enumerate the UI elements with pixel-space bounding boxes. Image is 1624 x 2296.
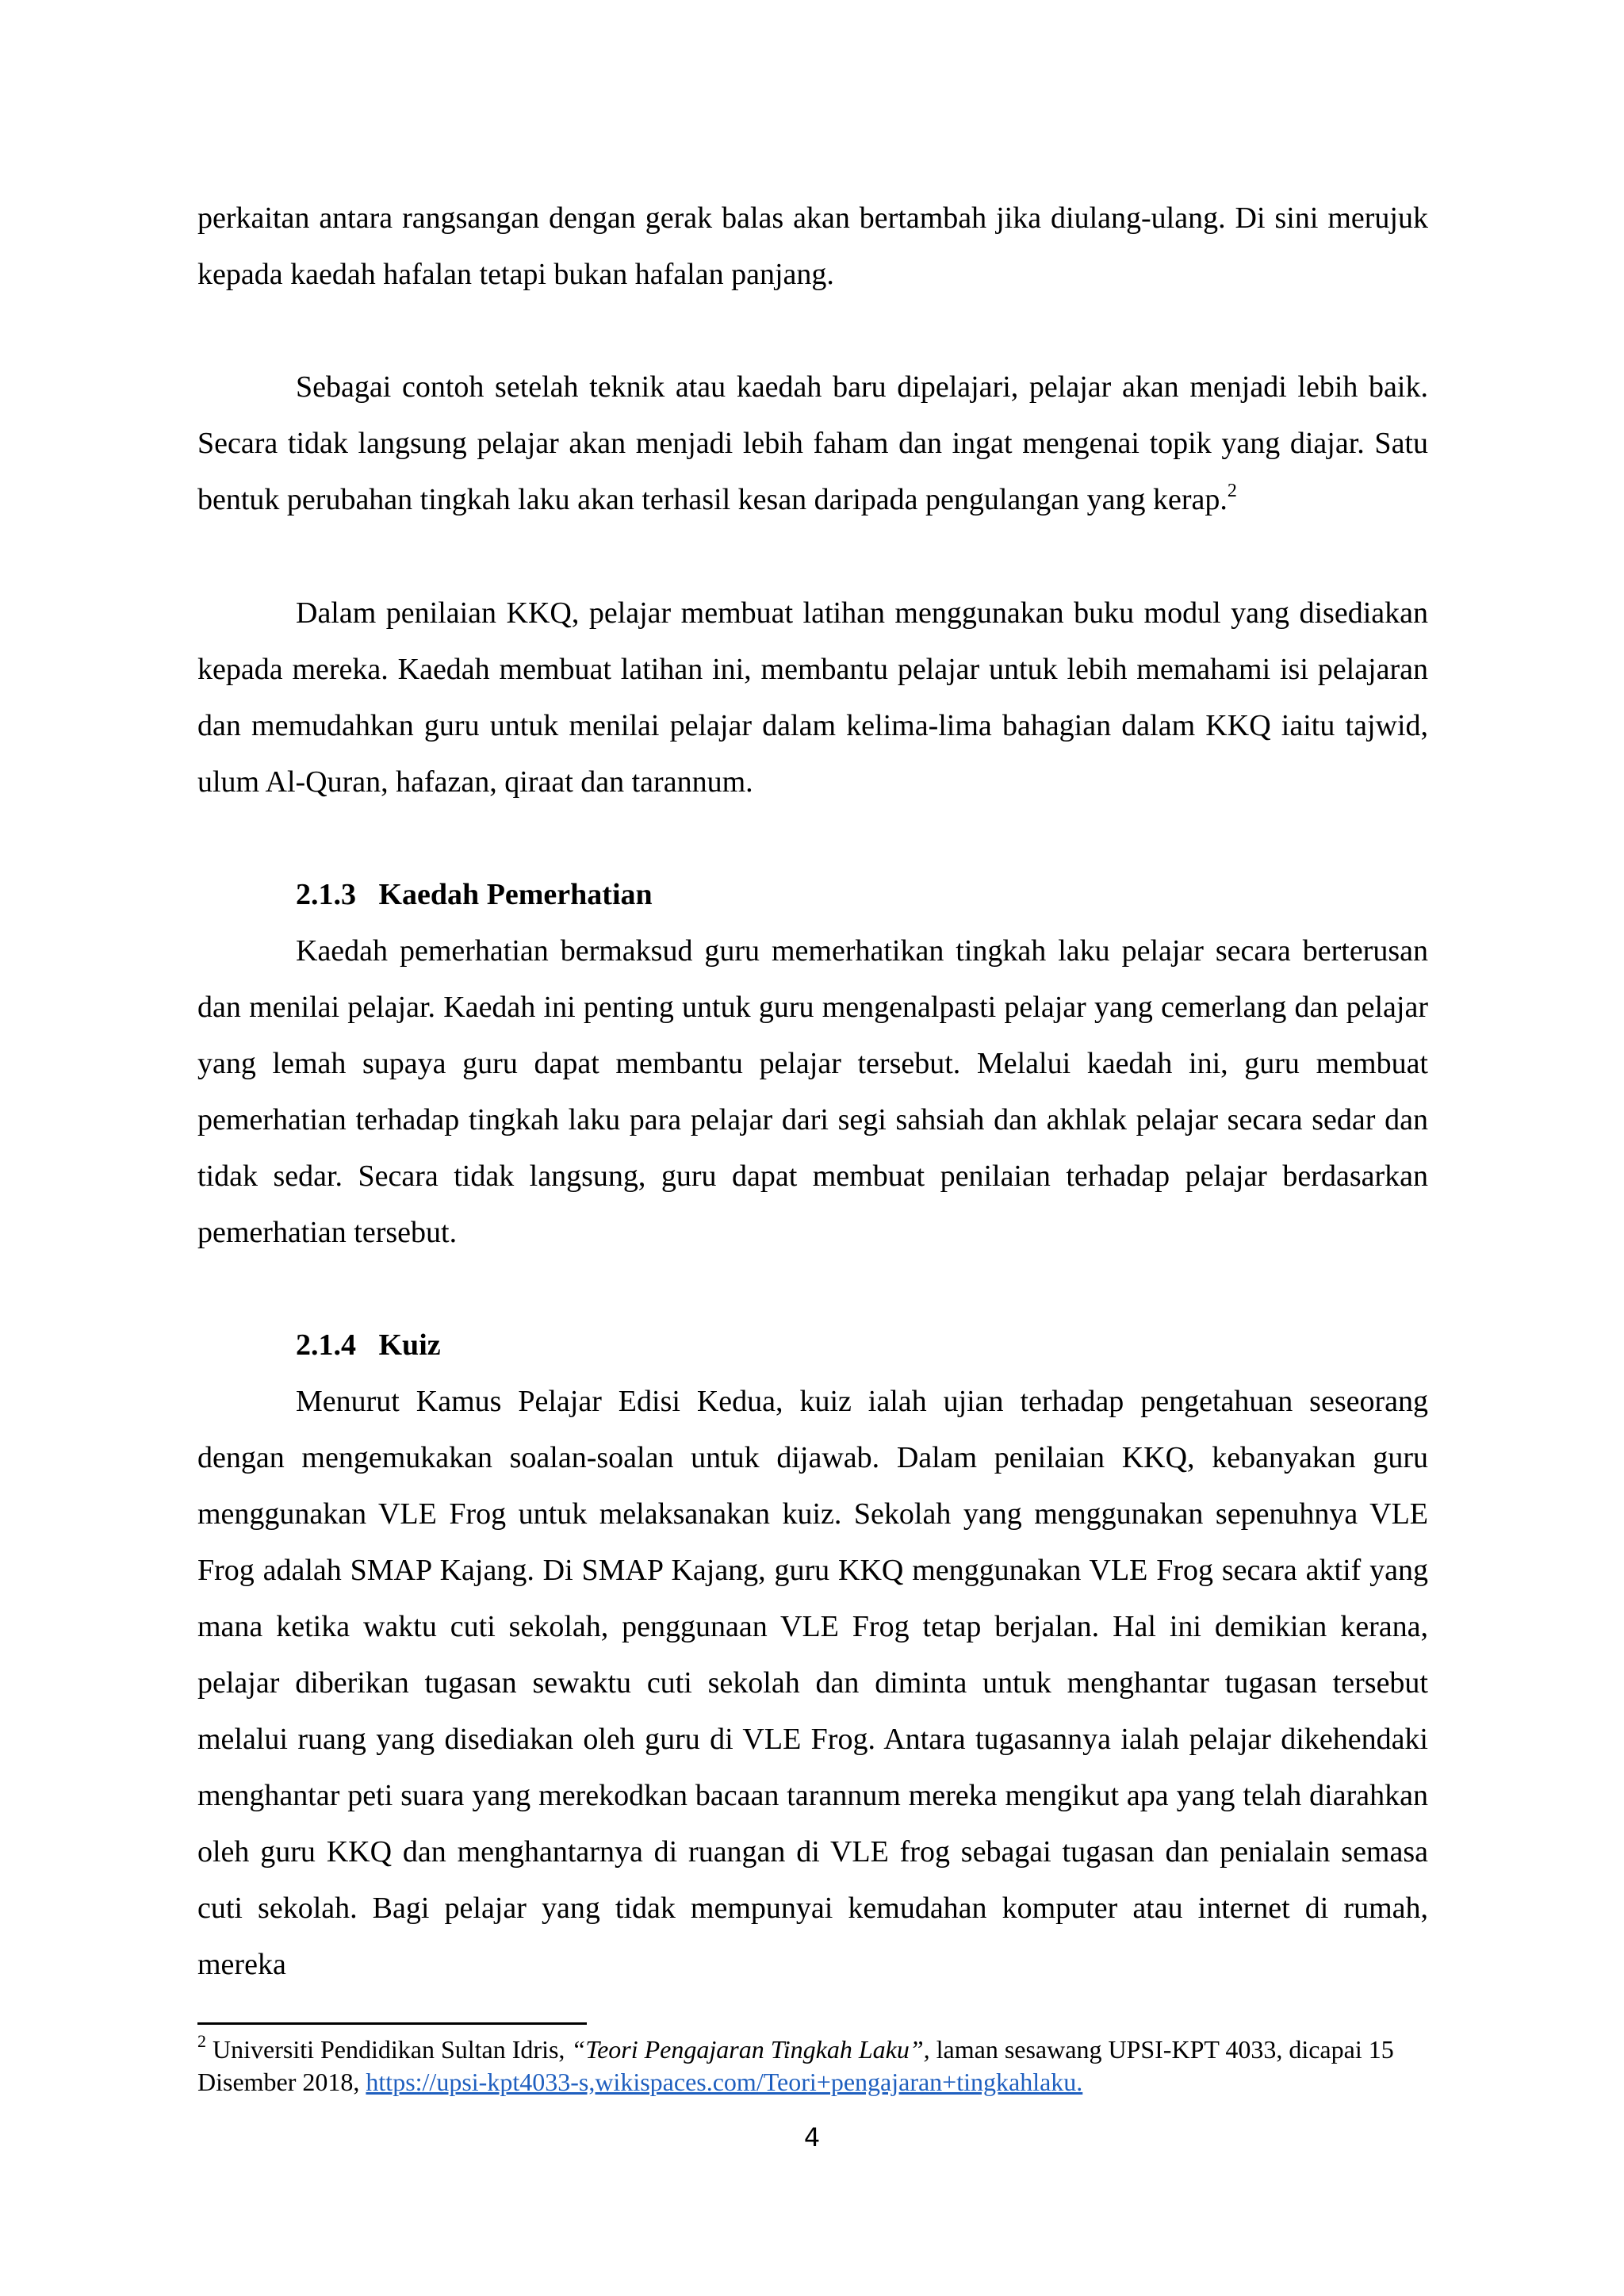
footnote-title: “Teori Pengajaran Tingkah Laku”, — [571, 2035, 930, 2064]
paragraph-observation: Kaedah pemerhatian bermaksud guru memerhatikan tingkah laku pelajar secara berterusan dan menilai pelajar. Kaedah ini penting untuk guru mengenalpasti pelajar yang cemerlang dan pelajar yang lemah supaya guru dapat membantu pelajar tersebut. Melalui kaedah ini, guru membuat pemerhatian terhadap tingkah laku para pelajar dari segi sahsiah dan akhlak pelajar secara sedar dan tidak sedar. Secara tidak langsung, guru dapat membuat penilaian terhadap pelajar berdasarkan pemerhatian tersebut. — [197, 934, 1428, 1249]
footnote-text-after: laman sesawang UPSI-KPT 4033, dicapai 15 Disember 2018, — [197, 2035, 1394, 2096]
paragraph-example — [197, 359, 1428, 528]
section-heading-2-1-4: 2.1.4 Kuiz — [296, 1328, 441, 1362]
paragraph-intro: perkaitan antara rangsangan dengan gerak balas akan bertambah jika diulang-ulang. Di sini merujuk kepada kaedah hafalan tetapi bukan hafalan panjang. — [197, 201, 1428, 291]
footnote-number: 2 — [197, 2031, 206, 2051]
footnote-separator — [197, 2022, 587, 2025]
footnote — [197, 2033, 1428, 2099]
paragraph-kkq-assessment: Dalam penilaian KKQ, pelajar membuat latihan menggunakan buku modul yang disediakan kepada mereka. Kaedah membuat latihan ini, membantu pelajar untuk lebih memahami isi pelajaran dan memudahkan guru untuk menilai pelajar dalam kelima-lima bahagian dalam KKQ iaitu tajwid, ulum Al-Quran, hafazan, qiraat dan tarannum. — [197, 596, 1428, 799]
footnote-reference[interactable]: 2 — [1227, 481, 1237, 501]
section-heading-2-1-3: 2.1.3 Kaedah Pemerhatian — [296, 878, 653, 911]
page-number: 4 — [803, 2122, 821, 2152]
paragraph-quiz: Menurut Kamus Pelajar Edisi Kedua, kuiz ialah ujian terhadap pengetahuan seseorang dengan mengemukakan soalan-soalan untuk dijawab. Dalam penilaian KKQ, kebanyakan guru menggunakan VLE Frog untuk melaksanakan kuiz. Sekolah yang menggunakan sepenuhnya VLE Frog adalah SMAP Kajang. Di SMAP Kajang, guru KKQ menggunakan VLE Frog secara aktif yang mana ketika waktu cuti sekolah, penggunaan VLE Frog tetap berjalan. Hal ini demikian kerana, pelajar diberikan tugasan sewaktu cuti sekolah dan diminta untuk menghantar tugasan tersebut melalui ruang yang disediakan oleh guru di VLE Frog. Antara tugasannya ialah pelajar dikehendaki menghantar peti suara yang merekodkan bacaan tarannum mereka mengikut apa yang telah diarahkan oleh guru KKQ dan menghantarnya di ruangan di VLE frog sebagai tugasan dan penialain semasa cuti sekolah. Bagi pelajar yang tidak mempunyai kemudahan komputer atau internet di rumah, mereka — [197, 1385, 1428, 1981]
footnote-link[interactable]: https://upsi-kpt4033-s,wikispaces.com/Teori+pengajaran+tingkahlaku. — [366, 2068, 1083, 2096]
paragraph-example-text: Sebagai contoh setelah teknik atau kaedah baru dipelajari, pelajar akan menjadi lebih baik. Secara tidak langsung pelajar akan menjadi lebih faham dan ingat mengenai topik yang diajar. Satu bentuk perubahan tingkah laku akan terhasil kesan daripada pengulangan yang kerap. — [197, 370, 1428, 516]
footnote-text-before: Universiti Pendidikan Sultan Idris, — [206, 2035, 572, 2064]
